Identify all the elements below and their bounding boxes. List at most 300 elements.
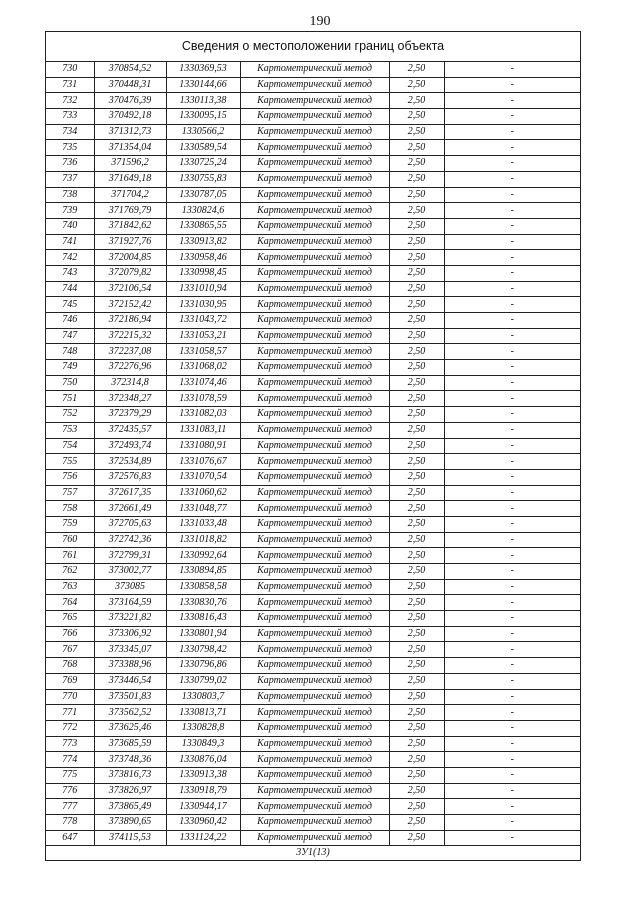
- note-cell: -: [444, 77, 580, 93]
- point-number-cell: 753: [46, 422, 94, 438]
- footer-note: 3У1(13): [296, 847, 330, 859]
- accuracy-cell: 2,50: [389, 234, 444, 250]
- accuracy-cell: 2,50: [389, 391, 444, 407]
- y-coordinate-cell: 1331058,57: [166, 344, 240, 360]
- table-row: [46, 830, 580, 846]
- note-cell: -: [444, 313, 580, 329]
- method-cell: Картометрический метод: [240, 218, 389, 234]
- accuracy-cell: 2,50: [389, 799, 444, 815]
- method-cell: Картометрический метод: [240, 799, 389, 815]
- method-cell: Картометрический метод: [240, 203, 389, 219]
- note-cell: -: [444, 407, 580, 423]
- accuracy-cell: 2,50: [389, 689, 444, 705]
- method-cell: Картометрический метод: [240, 548, 389, 564]
- accuracy-cell: 2,50: [389, 579, 444, 595]
- method-cell: Картометрический метод: [240, 422, 389, 438]
- x-coordinate-cell: 371596,2: [94, 156, 166, 172]
- note-cell: -: [444, 344, 580, 360]
- note-cell: -: [444, 532, 580, 548]
- method-cell: Картометрический метод: [240, 532, 389, 548]
- table-row: [46, 595, 580, 611]
- table-row: [46, 187, 580, 203]
- accuracy-cell: 2,50: [389, 344, 444, 360]
- x-coordinate-cell: 373685,59: [94, 736, 166, 752]
- method-cell: Картометрический метод: [240, 375, 389, 391]
- point-number-cell: 743: [46, 265, 94, 281]
- note-cell: -: [444, 642, 580, 658]
- y-coordinate-cell: 1331068,02: [166, 360, 240, 376]
- method-cell: Картометрический метод: [240, 93, 389, 109]
- x-coordinate-cell: 371842,62: [94, 218, 166, 234]
- note-cell: -: [444, 485, 580, 501]
- y-coordinate-cell: 1331048,77: [166, 501, 240, 517]
- table-row: [46, 281, 580, 297]
- point-number-cell: 755: [46, 454, 94, 470]
- y-coordinate-cell: 1331124,22: [166, 830, 240, 846]
- note-cell: -: [444, 140, 580, 156]
- accuracy-cell: 2,50: [389, 658, 444, 674]
- x-coordinate-cell: 373221,82: [94, 611, 166, 627]
- point-number-cell: 773: [46, 736, 94, 752]
- table-row: [46, 344, 580, 360]
- point-number-cell: 734: [46, 124, 94, 140]
- point-number-cell: 749: [46, 360, 94, 376]
- accuracy-cell: 2,50: [389, 642, 444, 658]
- y-coordinate-cell: 1330095,15: [166, 109, 240, 125]
- point-number-cell: 760: [46, 532, 94, 548]
- point-number-cell: 763: [46, 579, 94, 595]
- x-coordinate-cell: 372534,89: [94, 454, 166, 470]
- method-cell: Картометрический метод: [240, 360, 389, 376]
- point-number-cell: 774: [46, 752, 94, 768]
- point-number-cell: 762: [46, 564, 94, 580]
- y-coordinate-cell: 1330849,3: [166, 736, 240, 752]
- table-row: [46, 516, 580, 532]
- method-cell: Картометрический метод: [240, 783, 389, 799]
- x-coordinate-cell: 372348,27: [94, 391, 166, 407]
- accuracy-cell: 2,50: [389, 673, 444, 689]
- accuracy-cell: 2,50: [389, 93, 444, 109]
- note-cell: -: [444, 689, 580, 705]
- table-row: [46, 564, 580, 580]
- method-cell: Картометрический метод: [240, 438, 389, 454]
- accuracy-cell: 2,50: [389, 62, 444, 77]
- point-number-cell: 764: [46, 595, 94, 611]
- method-cell: Картометрический метод: [240, 187, 389, 203]
- accuracy-cell: 2,50: [389, 281, 444, 297]
- note-cell: -: [444, 815, 580, 831]
- method-cell: Картометрический метод: [240, 62, 389, 77]
- table-row: [46, 422, 580, 438]
- y-coordinate-cell: 1330369,53: [166, 62, 240, 77]
- x-coordinate-cell: 373345,07: [94, 642, 166, 658]
- point-number-cell: 754: [46, 438, 94, 454]
- point-number-cell: 732: [46, 93, 94, 109]
- point-number-cell: 770: [46, 689, 94, 705]
- y-coordinate-cell: 1330799,02: [166, 673, 240, 689]
- x-coordinate-cell: 374115,53: [94, 830, 166, 846]
- table-row: [46, 548, 580, 564]
- note-cell: -: [444, 203, 580, 219]
- x-coordinate-cell: 373865,49: [94, 799, 166, 815]
- table-row: [46, 469, 580, 485]
- accuracy-cell: 2,50: [389, 485, 444, 501]
- point-number-cell: 765: [46, 611, 94, 627]
- x-coordinate-cell: 372276,96: [94, 360, 166, 376]
- y-coordinate-cell: 1331043,72: [166, 313, 240, 329]
- point-number-cell: 731: [46, 77, 94, 93]
- y-coordinate-cell: 1330918,79: [166, 783, 240, 799]
- y-coordinate-cell: 1330113,38: [166, 93, 240, 109]
- y-coordinate-cell: 1331018,82: [166, 532, 240, 548]
- accuracy-cell: 2,50: [389, 313, 444, 329]
- x-coordinate-cell: 372576,83: [94, 469, 166, 485]
- y-coordinate-cell: 1330801,94: [166, 626, 240, 642]
- table-row: [46, 360, 580, 376]
- accuracy-cell: 2,50: [389, 501, 444, 517]
- table-row: [46, 313, 580, 329]
- method-cell: Картометрический метод: [240, 328, 389, 344]
- y-coordinate-cell: 1330755,83: [166, 171, 240, 187]
- accuracy-cell: 2,50: [389, 218, 444, 234]
- table-row: [46, 375, 580, 391]
- method-cell: Картометрический метод: [240, 297, 389, 313]
- note-cell: -: [444, 626, 580, 642]
- x-coordinate-cell: 371927,76: [94, 234, 166, 250]
- table-row: [46, 799, 580, 815]
- y-coordinate-cell: 1331074,46: [166, 375, 240, 391]
- point-number-cell: 772: [46, 720, 94, 736]
- x-coordinate-cell: 373562,52: [94, 705, 166, 721]
- table-row: [46, 673, 580, 689]
- accuracy-cell: 2,50: [389, 438, 444, 454]
- method-cell: Картометрический метод: [240, 124, 389, 140]
- note-cell: -: [444, 548, 580, 564]
- method-cell: Картометрический метод: [240, 658, 389, 674]
- method-cell: Картометрический метод: [240, 454, 389, 470]
- point-number-cell: 744: [46, 281, 94, 297]
- accuracy-cell: 2,50: [389, 830, 444, 846]
- y-coordinate-cell: 1330798,42: [166, 642, 240, 658]
- note-cell: -: [444, 187, 580, 203]
- method-cell: Картометрический метод: [240, 344, 389, 360]
- accuracy-cell: 2,50: [389, 595, 444, 611]
- point-number-cell: 733: [46, 109, 94, 125]
- method-cell: Картометрический метод: [240, 642, 389, 658]
- x-coordinate-cell: 373002,77: [94, 564, 166, 580]
- y-coordinate-cell: 1330589,54: [166, 140, 240, 156]
- y-coordinate-cell: 1330787,05: [166, 187, 240, 203]
- x-coordinate-cell: 373816,73: [94, 767, 166, 783]
- table-row: [46, 720, 580, 736]
- x-coordinate-cell: 372314,8: [94, 375, 166, 391]
- method-cell: Картометрический метод: [240, 564, 389, 580]
- y-coordinate-cell: 1331030,95: [166, 297, 240, 313]
- y-coordinate-cell: 1330803,7: [166, 689, 240, 705]
- y-coordinate-cell: 1331070,54: [166, 469, 240, 485]
- point-number-cell: 647: [46, 830, 94, 846]
- table-row: [46, 328, 580, 344]
- note-cell: -: [444, 469, 580, 485]
- x-coordinate-cell: 371354,04: [94, 140, 166, 156]
- point-number-cell: 738: [46, 187, 94, 203]
- accuracy-cell: 2,50: [389, 752, 444, 768]
- method-cell: Картометрический метод: [240, 501, 389, 517]
- y-coordinate-cell: 1330958,46: [166, 250, 240, 266]
- y-coordinate-cell: 1331033,48: [166, 516, 240, 532]
- point-number-cell: 769: [46, 673, 94, 689]
- note-cell: -: [444, 454, 580, 470]
- table-row: [46, 124, 580, 140]
- y-coordinate-cell: 1330998,45: [166, 265, 240, 281]
- note-cell: -: [444, 328, 580, 344]
- method-cell: Картометрический метод: [240, 767, 389, 783]
- x-coordinate-cell: 370448,31: [94, 77, 166, 93]
- x-coordinate-cell: 373085: [94, 579, 166, 595]
- table-row: [46, 658, 580, 674]
- note-cell: -: [444, 422, 580, 438]
- method-cell: Картометрический метод: [240, 250, 389, 266]
- table-row: [46, 265, 580, 281]
- accuracy-cell: 2,50: [389, 783, 444, 799]
- x-coordinate-cell: 373748,36: [94, 752, 166, 768]
- accuracy-cell: 2,50: [389, 705, 444, 721]
- note-cell: -: [444, 281, 580, 297]
- note-cell: -: [444, 93, 580, 109]
- y-coordinate-cell: 1330944,17: [166, 799, 240, 815]
- table-row: [46, 156, 580, 172]
- x-coordinate-cell: 372004,85: [94, 250, 166, 266]
- accuracy-cell: 2,50: [389, 250, 444, 266]
- x-coordinate-cell: 372237,08: [94, 344, 166, 360]
- note-cell: -: [444, 109, 580, 125]
- x-coordinate-cell: 372106,54: [94, 281, 166, 297]
- method-cell: Картометрический метод: [240, 626, 389, 642]
- x-coordinate-cell: 373501,83: [94, 689, 166, 705]
- note-cell: -: [444, 595, 580, 611]
- point-number-cell: 759: [46, 516, 94, 532]
- accuracy-cell: 2,50: [389, 171, 444, 187]
- accuracy-cell: 2,50: [389, 736, 444, 752]
- y-coordinate-cell: 1331010,94: [166, 281, 240, 297]
- method-cell: Картометрический метод: [240, 234, 389, 250]
- x-coordinate-cell: 373826,97: [94, 783, 166, 799]
- table-row: [46, 454, 580, 470]
- note-cell: -: [444, 234, 580, 250]
- method-cell: Картометрический метод: [240, 705, 389, 721]
- table-row: [46, 815, 580, 831]
- note-cell: -: [444, 62, 580, 77]
- method-cell: Картометрический метод: [240, 140, 389, 156]
- coordinates-section: [45, 31, 581, 861]
- table-row: [46, 391, 580, 407]
- point-number-cell: 768: [46, 658, 94, 674]
- note-cell: -: [444, 752, 580, 768]
- accuracy-cell: 2,50: [389, 611, 444, 627]
- table-row: [46, 642, 580, 658]
- y-coordinate-cell: 1330876,04: [166, 752, 240, 768]
- point-number-cell: 776: [46, 783, 94, 799]
- x-coordinate-cell: 373890,65: [94, 815, 166, 831]
- method-cell: Картометрический метод: [240, 281, 389, 297]
- accuracy-cell: 2,50: [389, 360, 444, 376]
- table-row: [46, 767, 580, 783]
- x-coordinate-cell: 370492,18: [94, 109, 166, 125]
- x-coordinate-cell: 372079,82: [94, 265, 166, 281]
- point-number-cell: 766: [46, 626, 94, 642]
- x-coordinate-cell: 371649,18: [94, 171, 166, 187]
- x-coordinate-cell: 373625,46: [94, 720, 166, 736]
- y-coordinate-cell: 1330824,6: [166, 203, 240, 219]
- y-coordinate-cell: 1330144,66: [166, 77, 240, 93]
- note-cell: -: [444, 783, 580, 799]
- accuracy-cell: 2,50: [389, 140, 444, 156]
- point-number-cell: 748: [46, 344, 94, 360]
- y-coordinate-cell: 1330816,43: [166, 611, 240, 627]
- table-row: [46, 171, 580, 187]
- table-row: [46, 626, 580, 642]
- note-cell: -: [444, 673, 580, 689]
- point-number-cell: 746: [46, 313, 94, 329]
- accuracy-cell: 2,50: [389, 422, 444, 438]
- point-number-cell: 742: [46, 250, 94, 266]
- table-row: [46, 218, 580, 234]
- point-number-cell: 757: [46, 485, 94, 501]
- point-number-cell: 737: [46, 171, 94, 187]
- y-coordinate-cell: 1331083,11: [166, 422, 240, 438]
- y-coordinate-cell: 1331060,62: [166, 485, 240, 501]
- method-cell: Картометрический метод: [240, 156, 389, 172]
- method-cell: Картометрический метод: [240, 579, 389, 595]
- method-cell: Картометрический метод: [240, 752, 389, 768]
- point-number-cell: 777: [46, 799, 94, 815]
- point-number-cell: 761: [46, 548, 94, 564]
- table-row: [46, 77, 580, 93]
- x-coordinate-cell: 370854,52: [94, 62, 166, 77]
- coordinates-table: [46, 62, 580, 846]
- note-cell: -: [444, 250, 580, 266]
- accuracy-cell: 2,50: [389, 375, 444, 391]
- y-coordinate-cell: 1330858,58: [166, 579, 240, 595]
- note-cell: -: [444, 705, 580, 721]
- table-row: [46, 783, 580, 799]
- point-number-cell: 745: [46, 297, 94, 313]
- point-number-cell: 736: [46, 156, 94, 172]
- x-coordinate-cell: 372705,63: [94, 516, 166, 532]
- accuracy-cell: 2,50: [389, 626, 444, 642]
- note-cell: -: [444, 438, 580, 454]
- x-coordinate-cell: 371769,79: [94, 203, 166, 219]
- accuracy-cell: 2,50: [389, 564, 444, 580]
- point-number-cell: 767: [46, 642, 94, 658]
- method-cell: Картометрический метод: [240, 313, 389, 329]
- accuracy-cell: 2,50: [389, 77, 444, 93]
- coordinates-table-body: [46, 62, 580, 846]
- x-coordinate-cell: 372617,35: [94, 485, 166, 501]
- x-coordinate-cell: 372493,74: [94, 438, 166, 454]
- point-number-cell: 752: [46, 407, 94, 423]
- table-row: [46, 438, 580, 454]
- x-coordinate-cell: 373388,96: [94, 658, 166, 674]
- page-number: 190: [309, 14, 331, 29]
- table-row: [46, 234, 580, 250]
- method-cell: Картометрический метод: [240, 673, 389, 689]
- point-number-cell: 771: [46, 705, 94, 721]
- point-number-cell: 778: [46, 815, 94, 831]
- method-cell: Картометрический метод: [240, 516, 389, 532]
- accuracy-cell: 2,50: [389, 767, 444, 783]
- x-coordinate-cell: 372186,94: [94, 313, 166, 329]
- y-coordinate-cell: 1331078,59: [166, 391, 240, 407]
- method-cell: Картометрический метод: [240, 830, 389, 846]
- accuracy-cell: 2,50: [389, 265, 444, 281]
- method-cell: Картометрический метод: [240, 720, 389, 736]
- note-cell: -: [444, 611, 580, 627]
- table-row: [46, 407, 580, 423]
- accuracy-cell: 2,50: [389, 454, 444, 470]
- x-coordinate-cell: 371704,2: [94, 187, 166, 203]
- table-row: [46, 579, 580, 595]
- note-cell: -: [444, 579, 580, 595]
- method-cell: Картометрический метод: [240, 109, 389, 125]
- y-coordinate-cell: 1330913,82: [166, 234, 240, 250]
- y-coordinate-cell: 1330960,42: [166, 815, 240, 831]
- y-coordinate-cell: 1330796,86: [166, 658, 240, 674]
- y-coordinate-cell: 1330725,24: [166, 156, 240, 172]
- table-row: [46, 752, 580, 768]
- accuracy-cell: 2,50: [389, 109, 444, 125]
- method-cell: Картометрический метод: [240, 611, 389, 627]
- note-cell: -: [444, 501, 580, 517]
- table-row: [46, 532, 580, 548]
- x-coordinate-cell: 373446,54: [94, 673, 166, 689]
- table-row: [46, 62, 580, 77]
- method-cell: Картометрический метод: [240, 407, 389, 423]
- note-cell: -: [444, 218, 580, 234]
- method-cell: Картометрический метод: [240, 595, 389, 611]
- y-coordinate-cell: 1330865,55: [166, 218, 240, 234]
- accuracy-cell: 2,50: [389, 187, 444, 203]
- y-coordinate-cell: 1331053,21: [166, 328, 240, 344]
- y-coordinate-cell: 1330894,85: [166, 564, 240, 580]
- note-cell: -: [444, 391, 580, 407]
- point-number-cell: 740: [46, 218, 94, 234]
- method-cell: Картометрический метод: [240, 736, 389, 752]
- table-row: [46, 611, 580, 627]
- x-coordinate-cell: 372661,49: [94, 501, 166, 517]
- x-coordinate-cell: 373164,59: [94, 595, 166, 611]
- table-row: [46, 93, 580, 109]
- accuracy-cell: 2,50: [389, 407, 444, 423]
- accuracy-cell: 2,50: [389, 469, 444, 485]
- table-row: [46, 736, 580, 752]
- note-cell: -: [444, 799, 580, 815]
- table-row: [46, 250, 580, 266]
- note-cell: -: [444, 564, 580, 580]
- method-cell: Картометрический метод: [240, 77, 389, 93]
- note-cell: -: [444, 830, 580, 846]
- note-cell: -: [444, 156, 580, 172]
- table-row: [46, 109, 580, 125]
- y-coordinate-cell: 1330828,8: [166, 720, 240, 736]
- point-number-cell: 735: [46, 140, 94, 156]
- table-row: [46, 297, 580, 313]
- point-number-cell: 758: [46, 501, 94, 517]
- accuracy-cell: 2,50: [389, 516, 444, 532]
- x-coordinate-cell: 372215,32: [94, 328, 166, 344]
- y-coordinate-cell: 1331080,91: [166, 438, 240, 454]
- note-cell: -: [444, 171, 580, 187]
